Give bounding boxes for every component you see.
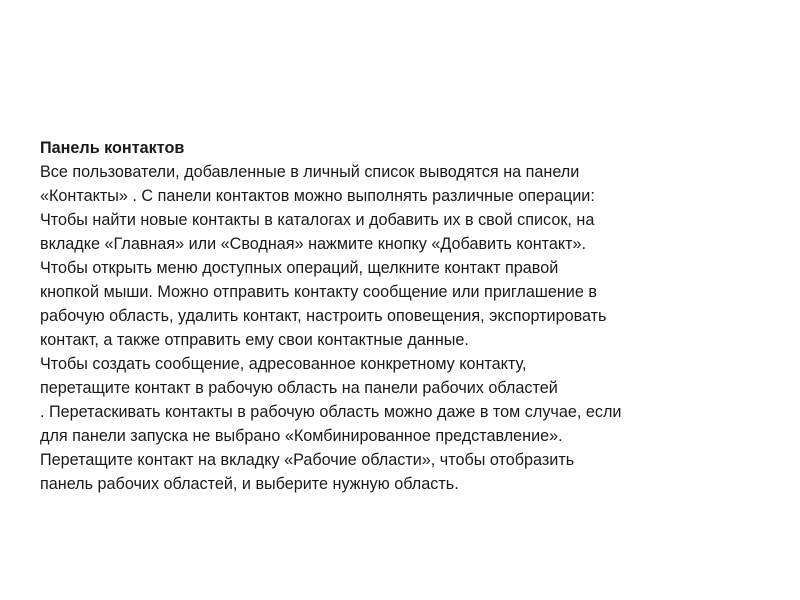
- text-line: панель рабочих областей, и выберите нужную область.: [40, 475, 459, 493]
- text-line: . Перетаскивать контакты в рабочую область можно даже в том случае, если: [40, 403, 622, 421]
- text-line: кнопкой мыши. Можно отправить контакту сообщение или приглашение в: [40, 283, 597, 301]
- text-line: Чтобы создать сообщение, адресованное конкретному контакту,: [40, 355, 527, 373]
- document-title: Панель контактов: [40, 139, 185, 157]
- text-line: Все пользователи, добавленные в личный список выводятся на панели: [40, 163, 580, 181]
- text-line: Перетащите контакт на вкладку «Рабочие области», чтобы отобразить: [40, 451, 575, 469]
- text-line: перетащите контакт в рабочую область на панели рабочих областей: [40, 379, 558, 397]
- text-block: [40, 136, 780, 496]
- text-line: Чтобы найти новые контакты в каталогах и добавить их в свой список, на: [40, 211, 595, 229]
- text-line: для панели запуска не выбрано «Комбинированное представление».: [40, 427, 563, 445]
- text-line: вкладке «Главная» или «Сводная» нажмите кнопку «Добавить контакт».: [40, 235, 587, 253]
- text-line: контакт, а также отправить ему свои контактные данные.: [40, 331, 469, 349]
- text-line: рабочую область, удалить контакт, настроить оповещения, экспортировать: [40, 307, 607, 325]
- text-line: «Контакты» . С панели контактов можно выполнять различные операции:: [40, 187, 595, 205]
- text-line: Чтобы открыть меню доступных операций, щелкните контакт правой: [40, 259, 559, 277]
